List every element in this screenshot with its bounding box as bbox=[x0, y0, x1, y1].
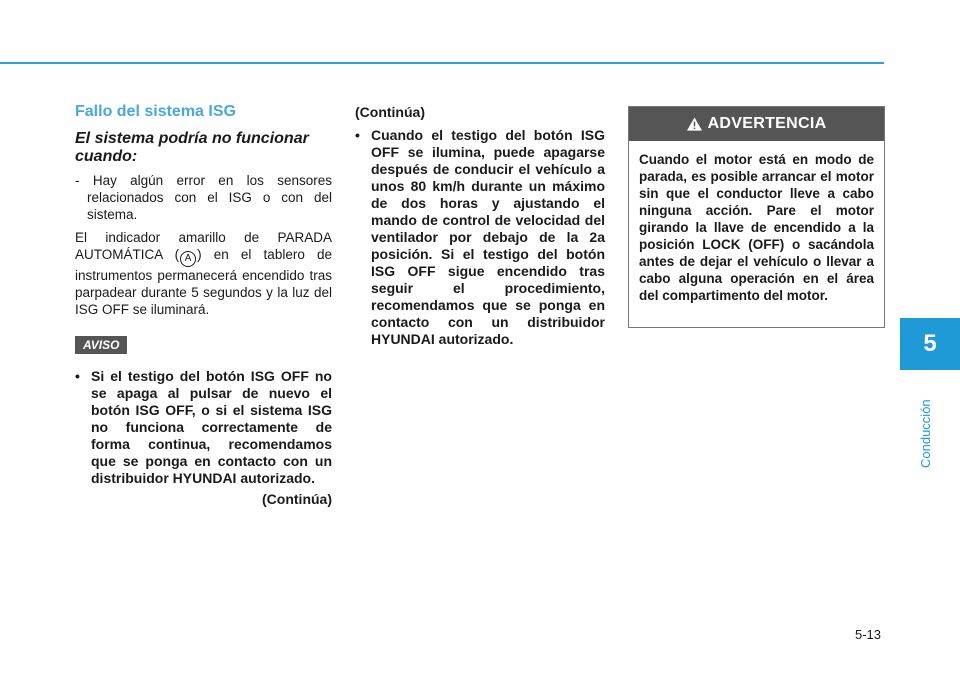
list-item: • Si el testigo del botón ISG OFF no se apaga al pulsar de nuevo el botón ISG OFF, o si el sistema ISG no funciona correctamente de forma continua, recomendamos que se ponga en contacto con un distribuidor HYUNDAI autorizado. bbox=[75, 368, 332, 487]
chapter-tab: 5 bbox=[900, 318, 960, 370]
column-3 bbox=[628, 100, 885, 328]
column-2 bbox=[355, 100, 605, 352]
column-1 bbox=[75, 100, 332, 508]
chapter-label: Conducción bbox=[918, 399, 933, 468]
section-title: Fallo del sistema ISG bbox=[75, 103, 236, 120]
warning-body: Cuando el motor está en modo de parada, es posible arrancar el motor sin que el conductor lleve a cabo ninguna acción. Pare el motor girando la llave de encendido a la posición LOCK (OFF) o sacándola antes de dejar el vehículo o llevar a cabo alguna operación en el área del compartimento del motor. bbox=[639, 152, 874, 303]
warning-triangle-icon bbox=[687, 117, 702, 131]
continued-label: (Continúa) bbox=[262, 491, 332, 507]
indicator-paragraph bbox=[75, 229, 332, 318]
continued-list bbox=[355, 127, 605, 348]
top-rule bbox=[0, 62, 884, 64]
list-item: • Cuando el testigo del botón ISG OFF se ilumina, puede apagarse después de conducir el vehículo a unos 80 km/h durante un máximo de dos horas y ajustando el mando de control de velocidad del ventilador por debajo de la 2a posición. Si el testigo del botón ISG OFF sigue encendido tras seguir el procedimiento, recomendamos que se ponga en contacto con un distribuidor HYUNDAI autorizado. bbox=[355, 127, 605, 348]
dash-item: - Hay algún error en los sensores relacionados con el ISG o con del sistema. bbox=[75, 173, 332, 222]
warning-header bbox=[629, 107, 884, 141]
indicator-paragraph-end: ) en el tablero de instrumentos permanecerá encendido tras parpadear durante 5 segundos y la luz del ISG OFF se iluminará. bbox=[75, 247, 332, 317]
auto-stop-indicator-icon: A bbox=[180, 251, 196, 267]
warning-box bbox=[628, 106, 885, 328]
aviso-badge: AVISO bbox=[75, 336, 127, 354]
indicator-paragraph-start: El indicador amarillo de PARADA AUTOMÁTICA ( bbox=[75, 230, 332, 262]
subhead: El sistema podría no funcionar cuando: bbox=[75, 130, 309, 165]
aviso-list bbox=[75, 368, 332, 487]
page-number: 5-13 bbox=[855, 627, 882, 642]
warning-title: ADVERTENCIA bbox=[707, 115, 827, 132]
continued-header: (Continúa) bbox=[355, 104, 425, 120]
